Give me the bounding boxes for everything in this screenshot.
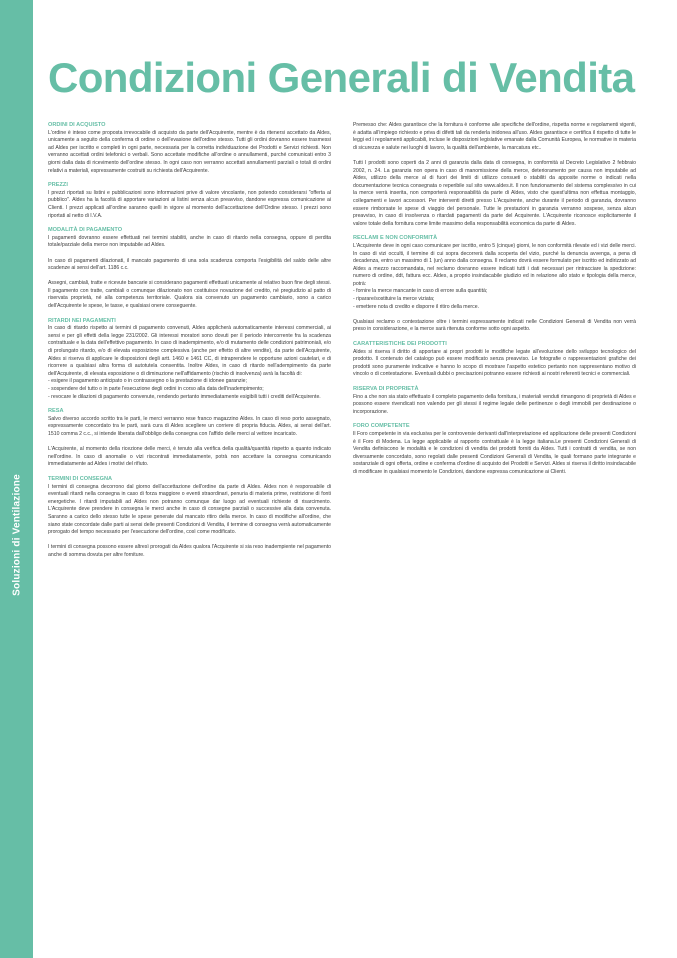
section-paragraph: In caso di ritardo rispetto ai termini di pagamento convenuti, Aldes applicherà automaticamente interessi commerciali, ai sensi e per gli effetti della legge 231/2002. Gli interessi moratori sono dovuti per il periodo intercorrente fra la scadenza contrattuale e la data dell'effettivo pagamento. In caso di inadempimento, e/o di mutamento delle condizioni patrimoniali, e/o di prolungato ritardo, e/o di elevata esposizione complessiva (anche per effetto di altre vendite), da parte dell'Acquirente, Aldes si riserva di applicare le disposizioni degli artt. 1460 e 1461 CC, di intraprendere le opportune azioni cautelari, e di ricorrere a qualsiasi altra forma di autotutela consentita. Inoltre Aldes, in caso di ritardo nell'adempimento da parte dell'Acquirente, di elevata esposizione o di diminuzione nell'affidamento (rischio di insolvenza) avrà la facoltà di: (48, 325, 331, 377)
section-paragraph: - riparare/sostituire la merce viziata; (353, 296, 435, 303)
section-ordini-di-acquisto (48, 122, 331, 175)
section-title: RITARDI NEI PAGAMENTI (48, 317, 116, 324)
section-title: ORDINI DI ACQUISTO (48, 122, 106, 128)
section-paragraph: In caso di pagamenti dilazionati, il mancato pagamento di una sola scadenza comporta l'esigibilità del saldo delle altre scadenze ai sensi dell'art. 1186 c.c. (48, 257, 331, 272)
section-ritardi-nei-pagamenti (48, 318, 331, 402)
section-title: CARATTERISTICHE DEI PRODOTTI (353, 341, 447, 348)
section-intro (353, 122, 636, 228)
section-paragraph: - revocare le dilazioni di pagamento convenute, rendendo pertanto immediatamente esigibili tutti i crediti dell'Acquirente. (48, 393, 321, 400)
section-termini-di-consegna (48, 476, 331, 560)
section-resa (48, 408, 331, 469)
section-title: RESA (48, 408, 64, 415)
section-modalita-di-pagamento (48, 227, 331, 311)
section-foro-competente (353, 423, 636, 476)
section-paragraph: Fino a che non sia stato effettuato il completo pagamento della fornitura, i materiali venduti rimangono di proprietà di Aldes e possono essere rivendicati non valendo per gli stessi il regime legale delle pertinenze o degli immobili per destinazione o incorporazione. (353, 393, 636, 415)
section-paragraph: L'Acquirente, al momento della ricezione delle merci, è tenuto alla verifica della qualità/quantità rispetto a quanto indicato nell'ordine. In caso di anomalie o vizi riscontrati immediatamente, potrà non accettare la consegna comunicando immediatamente ad Aldes i motivi del rifiuto. (48, 446, 331, 468)
section-paragraph: - esigere il pagamento anticipato o in contrassegno o la prestazione di idonee garanzie; (48, 378, 247, 385)
section-title: TERMINI DI CONSEGNA (48, 475, 113, 482)
section-title: MODALITÀ DI PAGAMENTO (48, 227, 123, 234)
section-paragraph: - fornire la merce mancante in caso di errore sulla quantità; (353, 288, 488, 295)
page-title: Condizioni Generali di Vendita (48, 54, 635, 101)
section-paragraph: Tutti I prodotti sono coperti da 2 anni di garanzia dalla data di consegna, in conformità al Decreto Legislativo 2 febbraio 2002, n. 24. La garanzia non opera in caso di manomissione della merce, deterioramento per causa non imputabile ad Aldes, utilizzo della merce al di fuori dei limiti di utilizzo consueti o stabiliti da apposite norme o indicati nella documentazione tecnica consegnata o reperibile sul sito www.aldes.it. Il non funzionamento del sistema complessivo in cui la merce verrà inserita, non comporterà responsabilità da parte di Aldes, visto che quest'ultima non effettua montaggio, collegamenti e lavori accessori. Per interventi diretti presso L'Acquirente, anche durante il periodo di garanzia, dovranno essere rimborsate le spese di viaggio del personale. Tutte le prestazioni in garanzia verranno sospese, senza alcun preavviso, in caso di insolvenza o ritardati pagamenti da parte del Acquirente. L'Acquirente riconosce esplicitamente il valore totale della fornitura come limite massimo della responsabilità economica da parte di Aldes. (353, 159, 636, 227)
section-paragraph: Qualsiasi reclamo o contestazione oltre i termini espressamente indicati nelle Condizioni Generali di Vendita non verrà preso in considerazione, e la merce sarà ritenuta conforme sotto ogni aspetto. (353, 318, 636, 333)
section-paragraph: - sospendere del tutto o in parte l'esecuzione degli ordini in corso alla data dell'inadempimento; (48, 386, 264, 392)
section-paragraph: I termini di consegna possono essere altresì prorogati da Aldes qualora l'Acquirente si sia reso inadempiente nel pagamento anche di somma dovuta per altre forniture. (48, 544, 331, 558)
section-paragraph: Assegni, cambiali, tratte e ricevute bancarie si considerano pagamenti effettuati unicamente al relativo buon fine degli stessi. Il pagamento con tratte, cambiali o comunque dilazionato non costituisce novazione del credito, né pregiudizio al patto di riservata proprietà, né alla competenza territoriale. Qualora sia convenuto un pagamento cambiario, sono a carico dell'Acquirente le spese, le tasse, e qualsiasi onere conseguente. (48, 280, 331, 310)
section-paragraph: Il Foro competente in via esclusiva per le controversie derivanti dall'interpretazione ed applicazione delle presenti Condizioni è il Foro di Modena. La legge applicabile al rapporto contrattuale è la legge italiana.Le presenti Condizioni Generali di Vendita definiscono le modalità e le condizioni di vendita dei prodotti forniti da Aldes. Tutti i contratti di vendita, se non diversamente concordato, sono regolati dalle presenti Condizioni Generali di Vendita, le quali formano parte integrante e sostanziale di ogni offerta, ordine e conferma d'ordine di acquisto dei Prodotti e Servizi. Aldes si riserva il diritto insindacabile di modificare in qualsiasi momento le Condizioni, dandone espressa comunicazione ai Clienti. (353, 430, 636, 475)
section-paragraph: I pagamenti dovranno essere effettuati nei termini stabiliti, anche in caso di ritardo nella consegna, oppure di perdita totale/parziale della merce non imputabile ad Aldes. (48, 234, 331, 249)
section-reclami-e-non-conformita (353, 235, 636, 334)
section-prezzi (48, 182, 331, 220)
section-paragraph: - emettere nota di credito e disporre il ritiro della merce. (353, 303, 479, 310)
section-title: RISERVA DI PROPRIETÀ (353, 386, 419, 392)
section-paragraph: L'ordine è inteso come proposta irrevocabile di acquisto da parte dell'Acquirente, mentre è da ritenersi accettato da Aldes, unicamente a seguito della conferma di ordine o dell'evasione dell'ordine stesso. Tutti gli ordini dovranno essere trasmessi ad Aldes per iscritto e completi in ogni parte, necessaria per la corretta individuazione dei Prodotti e Servizi richiesti. Non verranno accettati ordini telefonici o verbali. Sono accettate modifiche all'ordine o annullamenti, purché comunicati entro 3 giorni dalla data di ricevimento dell'ordine stesso. In ogni caso non verranno accettati annullamenti parziali o totali di ordini relativi a materiali, espressamente costruiti su richiesta dell'Acquirente. (48, 129, 331, 174)
section-caratteristiche-dei-prodotti (353, 341, 636, 379)
section-paragraph: Premesso che: Aldes garantisce che la fornitura è conforme alle specifiche dell'ordine, rispetta norme e regolamenti vigenti, è adatta all'impiego richiesto e priva di difetti tali da renderla inidonea all'uso. Aldes garantisce e certifica il rispetto di tutte le leggi ed i regolamenti applicabili, incluse le disposizioni legislative emanate dalla Comunità Europea, le normative in materia di sicurezza e salute nei luoghi di lavoro, la qualità dell'ambiente, la marcatura etc.. (353, 122, 636, 151)
section-paragraph: Aldes si riserva il diritto di apportare ai propri prodotti le modifiche legate all'evoluzione dello sviluppo tecnologico del prodotto. Il contenuto del catalogo può essere modificato senza preavviso. Le fotografie o rappresentazioni grafiche dei prodotti sono puramente indicative e hanno lo scopo di mostrare l'aspetto estetico pertanto non rappresentano motivo di vincolo o di contestazione. Eventuali dubbi o precisazioni potranno essere richiesti ai nostri referenti tecnici e commerciali. (353, 348, 636, 378)
section-title: FORO COMPETENTE (353, 423, 410, 430)
left-column (48, 122, 331, 566)
section-title: PREZZI (48, 182, 68, 189)
section-paragraph: Salvo diverso accordo scritto tra le parti, le merci verranno rese franco magazzino Aldes. In caso di reso porto assegnato, espressamente concordato tra le parti, sarà cura di Aldes scegliere un corriere di propria fiducia. Aldes, ai sensi dell'art. 1510 comma 2 c.c., si intende liberata dall'obbligo della consegna con l'affido delle merci al vettore incaricato. (48, 415, 331, 437)
section-paragraph: L'Acquirente deve in ogni caso comunicare per iscritto, entro 5 (cinque) giorni, le non conformità rilevate ed i vizi delle merci. In caso di vizi occulti, il termine di cui sopra decorrerà dalla scoperta del vizio, purché la denuncia avvenga, a pena di decadenza, entro un massimo di 1 (un) anno dalla consegna. Il reclamo dovrà essere formulato per iscritto ed indirizzato ad Aldes a mezzo raccomandata, nel reclamo dovranno essere indicati tutti i dati necessari per rintracciare la spedizione: numero di ordine, ddt, fattura ecc. Aldes, a proprio insindacabile giudizio ed in relazione allo stato e tipologia della merce, potrà: (353, 242, 636, 287)
right-column (353, 122, 636, 484)
section-title: RECLAMI E NON CONFORMITÀ (353, 235, 438, 242)
section-paragraph: I prezzi riportati su listini e pubblicazioni sono informazioni prive di valore vincolante, non potendo considerarsi "offerta al pubblico". Aldes ha la facoltà di apportare variazioni ai listini senza alcun preavviso, dandone espressa comunicazione ai Clienti. I prezzi applicati all'ordine saranno quelli in vigore al momento dell'accettazione dell'Ordine stesso. I prezzi sono riportati al netto di I.V.A. (48, 189, 331, 219)
section-riserva-di-proprieta (353, 386, 636, 416)
section-paragraph: I termini di consegna decorrono dal giorno dell'accettazione dell'ordine da parte di Aldes. Aldes non è responsabile di eventuali ritardi nella consegna in caso di forza maggiore o eventi straordinari, penuria di materia prime, restrizione di fonti energetiche. I ritardi imputabili ad Aldes non potranno comunque dar luogo ad eventuali richieste di risarcimento. L'Acquirente deve prendere in consegna le merci anche in caso di consegne parziali o successive alla data convenuta. Saranno a carico dello stesso tutte le spese generate dal mancato ritiro della merce. In caso di modifiche all'ordine, che siano state concordate dalle parti ai sensi delle presenti Condizioni di Vendita, il termine di consegna verrà automaticamente prorogato del tempo necessario per l'esecuzione dell'ordine, così come modificato. (48, 483, 331, 536)
side-label-text: Soluzioni di Ventilazione (11, 474, 22, 596)
